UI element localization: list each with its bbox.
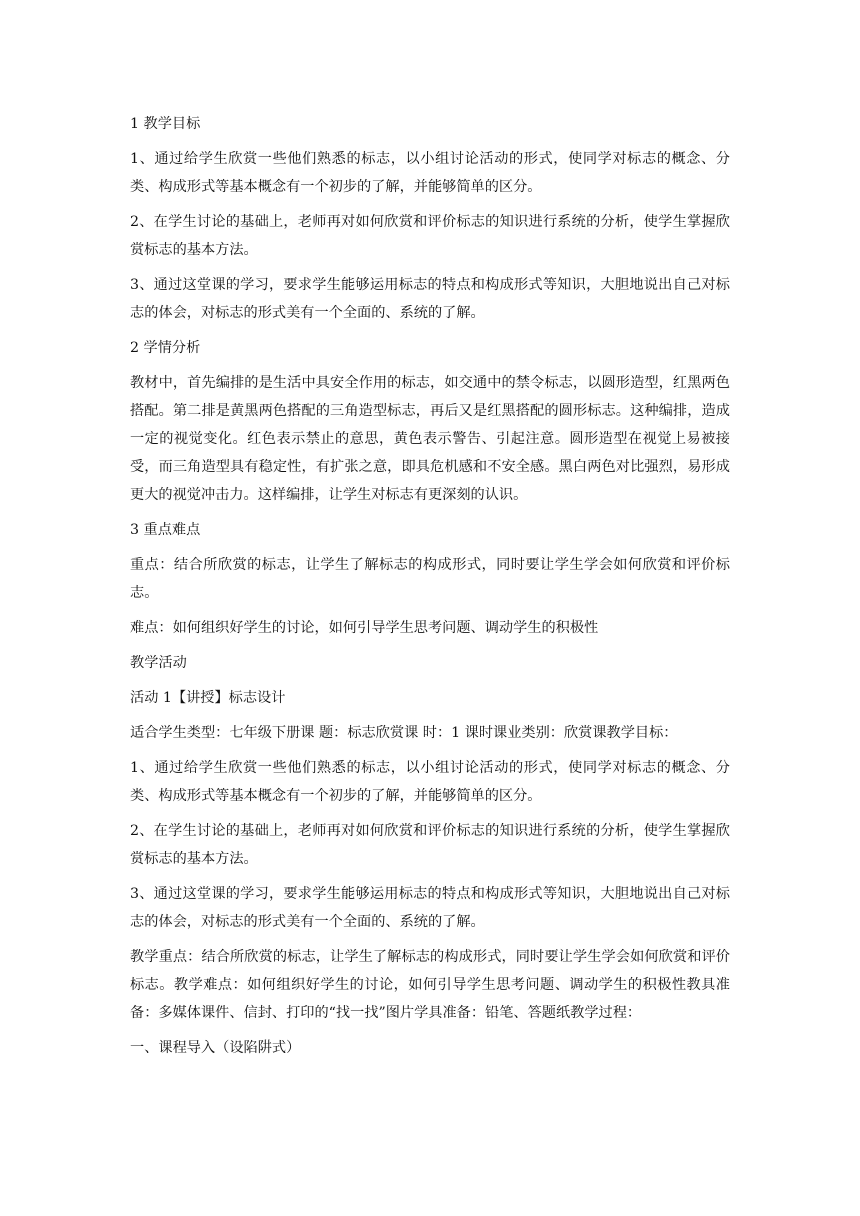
paragraph-goal-2: 2、在学生讨论的基础上，老师再对如何欣赏和评价标志的知识进行系统的分析，使学生掌握欣赏标志的基本方法。: [130, 214, 730, 258]
paragraph-goal-1-repeat: 1、通过给学生欣赏一些他们熟悉的标志，以小组讨论活动的形式，使同学对标志的概念、分类、构成形式等基本概念有一个初步的了解，并能够简单的区分。: [130, 760, 730, 804]
paragraph-goal-3-repeat: 3、通过这堂课的学习，要求学生能够运用标志的特点和构成形式等知识，大胆地说出自己对标志的体会，对标志的形式美有一个全面的、系统的了解。: [130, 886, 730, 930]
paragraph-goal-2-repeat: 2、在学生讨论的基础上，老师再对如何欣赏和评价标志的知识进行系统的分析，使学生掌握欣赏标志的基本方法。: [130, 823, 730, 867]
paragraph-preparation: 教学重点：结合所欣赏的标志，让学生了解标志的构成形式，同时要让学生学会如何欣赏和评价标志。教学难点：如何组织好学生的讨论，如何引导学生思考问题、调动学生的积极性教具准备：多媒体课件、信封、打印的“找一找”图片学具准备：铅笔、答题纸教学过程：: [130, 949, 730, 1021]
heading-student-analysis: 2 学情分析: [130, 340, 201, 356]
paragraph-course-info: 适合学生类型：七年级下册课 题：标志欣赏课 时：1 课时课业类别：欣赏课教学目标：: [130, 725, 678, 741]
paragraph-goal-3: 3、通过这堂课的学习，要求学生能够运用标志的特点和构成形式等知识，大胆地说出自己对标志的体会，对标志的形式美有一个全面的、系统的了解。: [130, 277, 730, 321]
heading-teaching-activities: 教学活动: [130, 655, 187, 671]
document-body: [130, 110, 730, 1069]
heading-key-points: 3 重点难点: [130, 522, 201, 538]
heading-activity-1: 活动 1【讲授】标志设计: [130, 690, 286, 706]
paragraph-goal-1: 1、通过给学生欣赏一些他们熟悉的标志，以小组讨论活动的形式，使同学对标志的概念、分类、构成形式等基本概念有一个初步的了解，并能够简单的区分。: [130, 151, 730, 195]
paragraph-difficulty: 难点：如何组织好学生的讨论，如何引导学生思考问题、调动学生的积极性: [130, 620, 599, 636]
paragraph-key-point: 重点：结合所欣赏的标志，让学生了解标志的构成形式，同时要让学生学会如何欣赏和评价标志。: [130, 557, 730, 601]
heading-course-intro: 一、课程导入（设陷阱式）: [130, 1040, 301, 1056]
paragraph-student-analysis: 教材中，首先编排的是生活中具安全作用的标志，如交通中的禁令标志，以圆形造型，红黑两色搭配。第二排是黄黑两色搭配的三角造型标志，再后又是红黑搭配的圆形标志。这种编排，造成一定的视觉变化。红色表示禁止的意思，黄色表示警告、引起注意。圆形造型在视觉上易被接受，而三角造型具有稳定性，有扩张之意，即具危机感和不安全感。黑白两色对比强烈，易形成更大的视觉冲击力。这样编排，让学生对标志有更深刻的认识。: [130, 375, 730, 503]
heading-teaching-goals: 1 教学目标: [130, 116, 201, 132]
